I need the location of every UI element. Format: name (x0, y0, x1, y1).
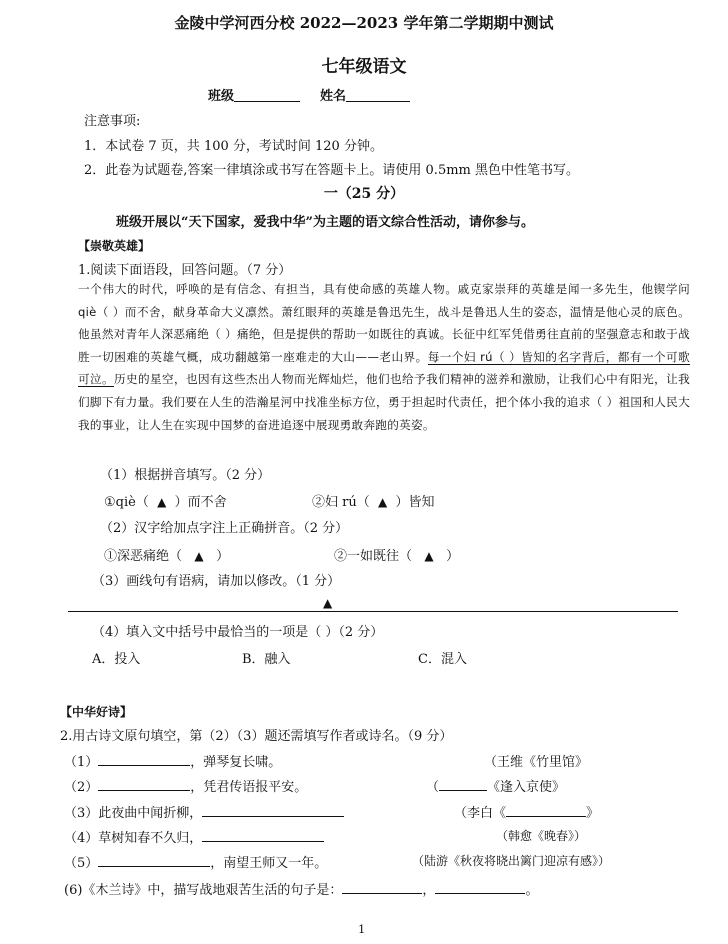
section-1-heading: 一（25 分） (323, 186, 405, 202)
question-1-prompt: 1.阅读下面语段，回答问题。（7 分） (78, 263, 292, 278)
fill-blank (506, 816, 586, 817)
tag-poems: 【中华好诗】 (60, 705, 133, 719)
answer-marker: ▲ (323, 596, 333, 610)
underlined-sentence: 每一个妇 rú（ ）皆知的名字背后，都有一个可歌可泣。 (78, 349, 691, 387)
poem-line-1: （1） ，弹琴复长啸。 (64, 755, 282, 770)
q1-1-b: ②妇 rú（ ▲ ）皆知 (312, 495, 435, 510)
option-a: A．投入 (92, 652, 141, 667)
answer-marker: ▲ (424, 549, 434, 563)
tag-heroes: 【崇敬英雄】 (78, 239, 151, 253)
answer-marker: ▲ (157, 495, 167, 509)
poem-source-1: （王维《竹里馆》 (484, 755, 589, 770)
exam-title: 金陵中学河西分校 2022—2023 学年第二学期期中测试 (174, 14, 554, 32)
q1-2-a: ①深恶痛绝（ ▲ ） (104, 549, 230, 564)
poem-line-4: （4）草树知春不久归， (64, 827, 324, 846)
answer-marker: ▲ (194, 549, 204, 563)
q1-1-a: ①qiè（ ▲ ）而不舍 (104, 495, 227, 510)
name-field: 姓名 (320, 85, 410, 104)
poem-line-2: （2） ，凭君传语报平安。 (64, 780, 308, 795)
question-1-3: （3）画线句有语病，请加以修改。（1 分） (92, 574, 341, 589)
poem-line-5: （5） ，南望王师又一年。 (64, 856, 328, 871)
note-item-2: 2．此卷为试题卷,答案一律填涂或书写在答题卡上。请使用 0.5mm 黑色中性笔书写。 (84, 163, 579, 178)
option-b: B．融入 (242, 652, 291, 667)
poem-source-4: （韩愈《晚春》） (496, 829, 587, 843)
q1-2-b: ②一如既往（ ▲ ） (334, 549, 460, 564)
notes-heading: 注意事项: (84, 114, 141, 129)
poem-line-6: (6)《木兰诗》中，描写战地艰苦生活的句子是： ， 。 (64, 883, 539, 898)
page-number: 1 (358, 922, 366, 936)
fill-blank (98, 866, 210, 867)
poem-source-2: （ 《逢入京使》 (426, 780, 566, 795)
note-item-1: 1．本试卷 7 页，共 100 分，考试时间 120 分钟。 (84, 139, 383, 154)
class-blank (234, 87, 300, 102)
fill-blank (439, 790, 487, 791)
option-c: C．混入 (418, 652, 467, 667)
question-2-prompt: 2.用古诗文原句填空，第（2）（3）题还需填写作者或诗名。（9 分） (60, 729, 453, 744)
fill-blank (202, 841, 324, 842)
class-field: 班级 (208, 85, 300, 104)
question-1-4: （4）填入文中括号中最恰当的一项是（ ）（2 分） (92, 625, 384, 640)
fill-blank (342, 893, 422, 894)
section-1-intro: 班级开展以“天下国家，爱我中华”为主题的语文综合性活动，请你参与。 (116, 215, 534, 230)
poem-source-3: （李白《 》 (454, 806, 600, 821)
question-1-1: （1）根据拼音填写。（2 分） (100, 468, 271, 483)
subject-title: 七年级语文 (321, 57, 407, 77)
answer-marker: ▲ (378, 495, 388, 509)
reading-passage: 一个伟大的时代，呼唤的是有信念、有担当，具有使命感的英雄人物。戚克家崇拜的英雄是闻一多先生，他锲学问 qiè（ ）而不舍，献身革命大义凛然。萧红眼拜的英雄是鲁迅先生，战斗是鲁迅人生的姿态，温情是他心灵的底色。他虽然对青年人深恶痛绝（ ）痛绝，但是提供的帮助一如既往的真诚。长征中红军凭借勇往直前的坚强意志和敢于战胜一切困难的英雄气概，成功翻越第一座难走的大山——老山界。每一个妇 rú（ ）皆知的名字背后，都有一个可歌可泣。历史的星空，也因有这些杰出人物而光辉灿烂，他们也给予我们精神的滋养和激励，让我们心中有阳光，让我们脚下有力量。我们要在人生的浩瀚星河中找准坐标方位，勇于担起时代责任，把个体小我的追求（ ）祖国和人民大我的事业，让人生在实现中国梦的奋进追逐中展现勇敢奔跑的英姿。 (78, 282, 691, 432)
fill-blank (202, 816, 344, 817)
question-1-2: （2）汉字给加点字注上正确拼音。（2 分） (100, 521, 349, 536)
fill-blank (98, 790, 190, 791)
fill-blank (435, 893, 525, 894)
poem-source-5: （陆游《秋夜将晓出篱门迎凉有感》） (412, 854, 611, 868)
fill-blank (98, 765, 190, 766)
name-blank (346, 87, 410, 102)
poem-line-3: （3）此夜曲中闻折柳， (64, 802, 344, 821)
answer-line (68, 611, 678, 612)
